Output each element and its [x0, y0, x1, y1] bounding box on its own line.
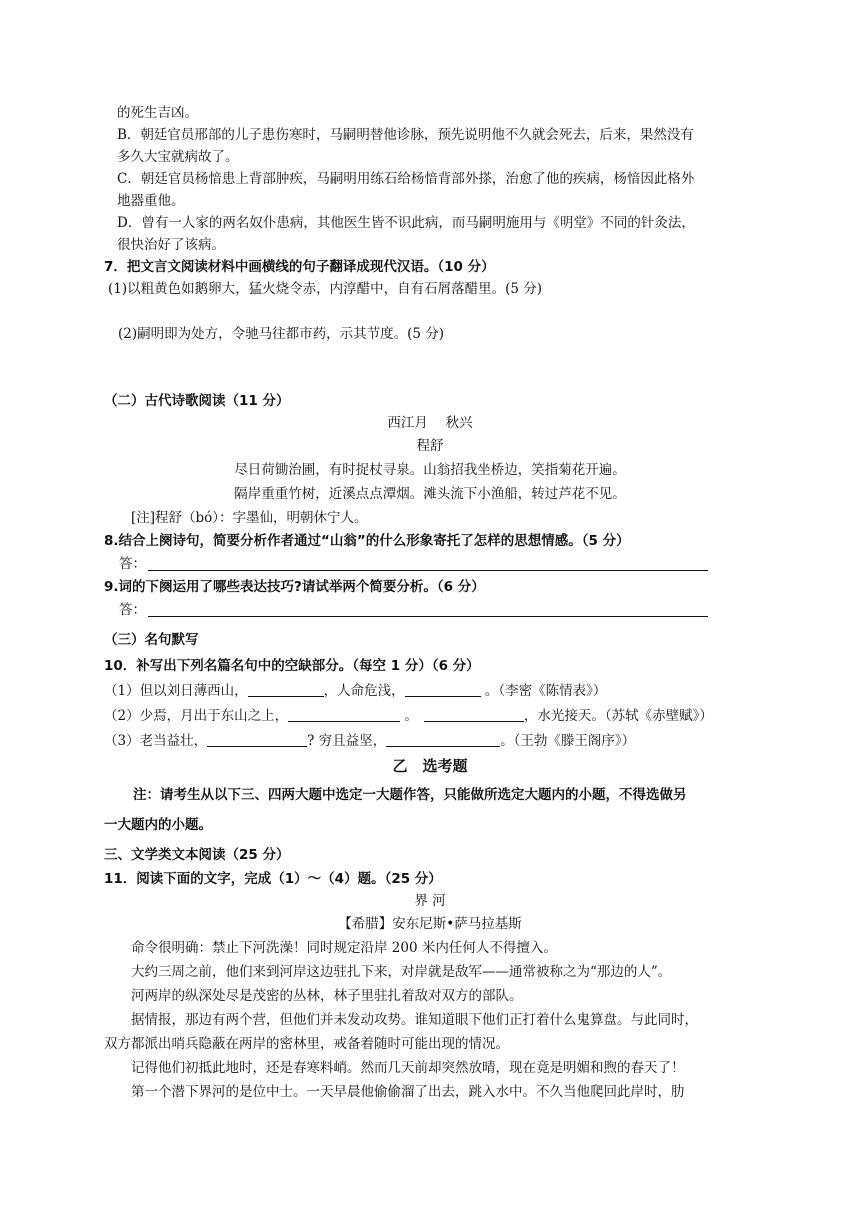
answer-label: 答： — [119, 602, 146, 618]
elective-heading: 乙 选考题 — [392, 757, 468, 775]
story-author: 【希腊】安东尼斯•萨马拉基斯 — [338, 916, 522, 932]
poem-title: 西江月 秋兴 — [387, 415, 473, 431]
fill-blank[interactable] — [424, 707, 524, 722]
option-c-line2: 地器重他。 — [117, 193, 185, 209]
question-7-sentence-2: (2)嗣明即为处方，令驰马往都市药，示其节度。(5 分) — [118, 326, 445, 342]
question-8-answer-row — [119, 554, 708, 574]
elective-note-line-1: 注：请考生从以下三、四两大题中选定一大题作答，只能做所选定大题内的小题，不得选做另 — [133, 787, 687, 803]
fill-line-2-text-c: ，水光接天。（苏轼《赤壁赋》） — [523, 708, 713, 724]
fill-line-2-text-a: （2）少焉，月出于东山之上， — [104, 708, 289, 724]
fill-line-1-text-a: （1）但以刘日薄西山， — [104, 683, 248, 699]
story-title: 界 河 — [414, 893, 446, 909]
fill-blank[interactable] — [288, 707, 400, 722]
question-9-answer-row — [119, 600, 708, 620]
fill-blank[interactable] — [248, 682, 324, 697]
fill-line-2-text-b: 。 — [400, 708, 418, 724]
fill-line-3-text-a: （3）老当益壮， — [104, 733, 208, 749]
question-10-title: 10．补写出下列名篇名句中的空缺部分。（每空 1 分）（6 分） — [104, 658, 480, 674]
fill-line-1-text-b: ，人命危浅， — [323, 683, 405, 699]
option-c-line1: C．朝廷官员杨愔患上背部肿疾，马嗣明用练石给杨愔背部外搽，治愈了他的疾病，杨愔因此格外 — [117, 171, 695, 187]
poem-line-2: 隔岸重重竹树，近溪点点潭烟。滩头流下小渔船，转过芦花不见。 — [234, 486, 626, 502]
poem-author: 程舒 — [416, 438, 444, 454]
fill-blank[interactable] — [207, 732, 307, 747]
story-paragraph-5: 记得他们初抵此地时，还是春寒料峭。然而几天前却突然放晴，现在竟是明媚和煦的春天了！ — [131, 1060, 685, 1076]
option-d-line1: D．曾有一人家的两名奴仆患病，其他医生皆不识此病，而马嗣明施用与《明堂》不同的针灸法， — [117, 215, 695, 231]
poetry-section-heading: （二）古代诗歌阅读（11 分） — [104, 393, 290, 409]
fill-line-2 — [104, 706, 713, 726]
question-11-title: 11．阅读下面的文字，完成（1）～（4）题。（25 分） — [104, 871, 442, 887]
option-b-line1: B．朝廷官员邢部的儿子患伤寒时，马嗣明替他诊脉，预先说明他不久就会死去，后来，果然没有 — [117, 127, 694, 143]
option-d-line2: 很快治好了该病。 — [117, 237, 225, 253]
poem-line-1: 尽日荷锄治圃，有时捉杖寻泉。山翁招我坐桥边，笑指菊花开遍。 — [234, 462, 626, 478]
story-paragraph-1: 命令很明确：禁止下河洗澡！同时规定沿岸 200 米内任何人不得擅入。 — [131, 940, 557, 956]
poem-note: [注]程舒（bó）：字墨仙，明朝休宁人。 — [131, 510, 368, 526]
question-7-title: 7．把文言文阅读材料中画横线的句子翻译成现代汉语。（10 分） — [104, 259, 495, 275]
story-paragraph-2: 大约三周之前，他们来到河岸这边驻扎下来，对岸就是敌军——通常被称之为“那边的人”。 — [131, 964, 672, 980]
question-7-sentence-1: (1)以粗黄色如鹅卵大，猛火烧令赤，内淳醋中，自有石屑落醋里。(5 分) — [108, 281, 543, 297]
fill-line-1-text-c: 。（李密《陈情表》） — [480, 683, 607, 699]
fill-blank[interactable] — [405, 682, 481, 697]
story-paragraph-4-line-1: 据情报，那边有两个营，但他们并未发动攻势。谁知道眼下他们正打着什么鬼算盘。与此同时， — [131, 1012, 698, 1028]
fill-blank[interactable] — [386, 732, 500, 747]
question-8-answer-line[interactable] — [148, 556, 708, 571]
fill-line-3-text-c: 。（王勃《滕王阁序》） — [500, 733, 636, 749]
fill-line-3-text-b: ? 穷且益坚， — [307, 733, 387, 749]
fill-line-3 — [104, 731, 635, 751]
literature-section-heading: 三、文学类文本阅读（25 分） — [104, 847, 290, 863]
story-paragraph-3: 河两岸的纵深处尽是茂密的丛林，林子里驻扎着敌对双方的部队。 — [131, 988, 523, 1004]
story-paragraph-4-line-2: 双方都派出哨兵隐蔽在两岸的密林里，戒备着随时可能出现的情况。 — [104, 1036, 509, 1052]
answer-label: 答： — [119, 556, 146, 572]
option-b-line2: 多久大宝就病故了。 — [117, 149, 239, 165]
question-9-answer-line[interactable] — [148, 602, 708, 617]
question-9-title: 9.词的下阕运用了哪些表达技巧?请试举两个简要分析。（6 分） — [104, 579, 485, 595]
option-a-end: 的死生吉凶。 — [117, 105, 198, 121]
question-8-title: 8.结合上阕诗句，简要分析作者通过“山翁”的什么形象寄托了怎样的思想情感。（5 分） — [104, 533, 630, 549]
elective-note-line-2: 一大题内的小题。 — [104, 817, 212, 833]
fill-line-1 — [104, 681, 606, 701]
story-paragraph-6: 第一个潜下界河的是位中士。一天早晨他偷偷溜了出去，跳入水中。不久当他爬回此岸时，肋 — [131, 1084, 685, 1100]
famous-lines-section-heading: （三）名句默写 — [104, 632, 199, 648]
